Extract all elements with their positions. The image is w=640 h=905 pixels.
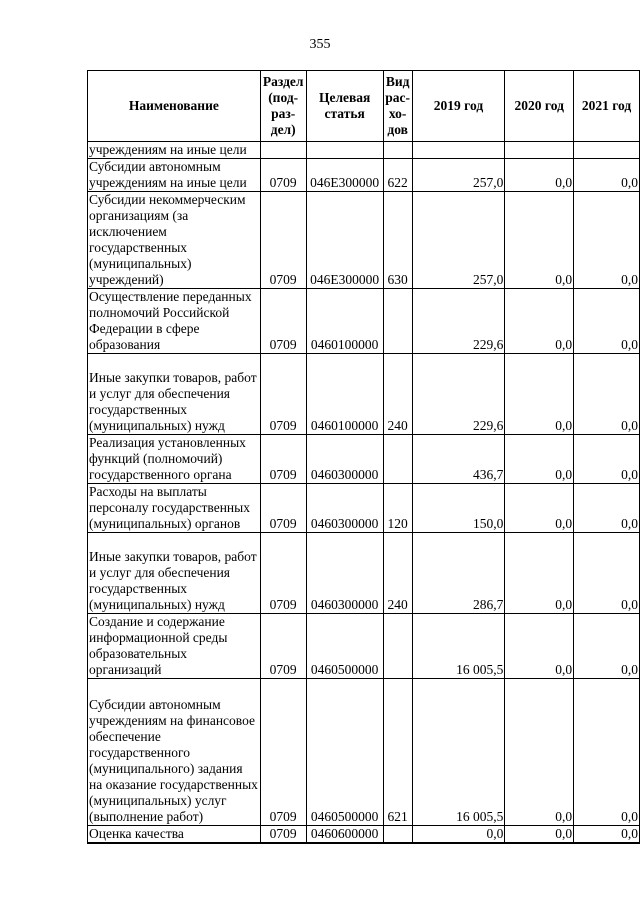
row-2020: 0,0 xyxy=(505,192,574,289)
row-2021: 0,0 xyxy=(574,679,640,826)
row-2020: 0,0 xyxy=(505,533,574,614)
row-article: 046Е300000 xyxy=(306,192,383,289)
table-row xyxy=(88,142,640,159)
row-2020: 0,0 xyxy=(505,289,574,354)
row-2019: 436,7 xyxy=(412,435,505,484)
row-name: Осуществление переданных полномочий Российской Федерации в сфере образования xyxy=(88,289,261,354)
row-2020 xyxy=(505,142,574,159)
row-2019: 16 005,5 xyxy=(412,679,505,826)
row-section: 0709 xyxy=(260,159,306,192)
row-article: 046Е300000 xyxy=(306,159,383,192)
row-expense-type xyxy=(383,142,412,159)
row-section xyxy=(260,142,306,159)
row-name: Субсидии автономным учреждениям на финансовое обеспечение государственного (муниципального) задания на оказание государственных (муниципальных) услуг (выполнение работ) xyxy=(88,679,261,826)
row-2020: 0,0 xyxy=(505,159,574,192)
row-section: 0709 xyxy=(260,354,306,435)
header-2019: 2019 год xyxy=(412,71,505,142)
row-expense-type: 630 xyxy=(383,192,412,289)
row-article: 0460600000 xyxy=(306,826,383,844)
table-row xyxy=(88,826,640,844)
header-expense-line: рас- xyxy=(385,90,410,105)
row-name: Иные закупки товаров, работ и услуг для обеспечения государственных (муниципальных) нужд xyxy=(88,354,261,435)
row-article: 0460500000 xyxy=(306,679,383,826)
table-row xyxy=(88,435,640,484)
row-expense-type xyxy=(383,826,412,844)
row-name: Оценка качества xyxy=(88,826,261,844)
table-row xyxy=(88,354,640,435)
row-section: 0709 xyxy=(260,484,306,533)
row-2021: 0,0 xyxy=(574,614,640,679)
table-row xyxy=(88,192,640,289)
row-section: 0709 xyxy=(260,826,306,844)
table-row xyxy=(88,484,640,533)
table-header xyxy=(88,71,640,142)
row-2019: 150,0 xyxy=(412,484,505,533)
header-article xyxy=(306,71,383,142)
row-expense-type: 621 xyxy=(383,679,412,826)
row-2019 xyxy=(412,142,505,159)
row-2021: 0,0 xyxy=(574,354,640,435)
row-section: 0709 xyxy=(260,614,306,679)
table-row xyxy=(88,159,640,192)
row-article: 0460300000 xyxy=(306,484,383,533)
header-section xyxy=(260,71,306,142)
row-article: 0460500000 xyxy=(306,614,383,679)
row-name: Иные закупки товаров, работ и услуг для обеспечения государственных (муниципальных) нужд xyxy=(88,533,261,614)
row-name: Расходы на выплаты персоналу государственных (муниципальных) органов xyxy=(88,484,261,533)
header-article-line: статья xyxy=(324,106,365,121)
header-name: Наименование xyxy=(88,71,261,142)
header-section-line: (под- xyxy=(268,90,299,105)
table-row xyxy=(88,533,640,614)
row-2021 xyxy=(574,142,640,159)
row-expense-type: 240 xyxy=(383,533,412,614)
row-section: 0709 xyxy=(260,533,306,614)
header-section-line: Раздел xyxy=(262,74,304,89)
row-2019: 229,6 xyxy=(412,289,505,354)
page-number: 355 xyxy=(309,37,331,52)
table-row xyxy=(88,679,640,826)
row-section: 0709 xyxy=(260,435,306,484)
row-article: 0460100000 xyxy=(306,354,383,435)
row-2019: 0,0 xyxy=(412,826,505,844)
row-2021: 0,0 xyxy=(574,289,640,354)
row-2021: 0,0 xyxy=(574,484,640,533)
row-2020: 0,0 xyxy=(505,679,574,826)
row-section: 0709 xyxy=(260,192,306,289)
header-section-line: дел) xyxy=(270,122,296,137)
row-expense-type xyxy=(383,289,412,354)
row-2021: 0,0 xyxy=(574,826,640,844)
header-expense-line: Вид xyxy=(385,74,410,89)
row-2019: 229,6 xyxy=(412,354,505,435)
row-2021: 0,0 xyxy=(574,533,640,614)
row-name: Субсидии автономным учреждениям на иные цели xyxy=(88,159,261,192)
row-expense-type: 622 xyxy=(383,159,412,192)
row-2021: 0,0 xyxy=(574,192,640,289)
row-article: 0460300000 xyxy=(306,435,383,484)
row-2021: 0,0 xyxy=(574,435,640,484)
row-section: 0709 xyxy=(260,289,306,354)
row-article xyxy=(306,142,383,159)
row-expense-type: 240 xyxy=(383,354,412,435)
header-expense-type xyxy=(383,71,412,142)
header-expense-line: хо- xyxy=(388,106,407,121)
row-article: 0460300000 xyxy=(306,533,383,614)
header-section-line: раз- xyxy=(271,106,296,121)
row-expense-type xyxy=(383,435,412,484)
header-2021: 2021 год xyxy=(574,71,640,142)
header-article-line: Целевая xyxy=(318,90,371,105)
row-2020: 0,0 xyxy=(505,484,574,533)
row-2019: 16 005,5 xyxy=(412,614,505,679)
row-expense-type: 120 xyxy=(383,484,412,533)
row-expense-type xyxy=(383,614,412,679)
budget-table xyxy=(87,70,640,844)
row-2019: 286,7 xyxy=(412,533,505,614)
row-2020: 0,0 xyxy=(505,614,574,679)
row-name: Субсидии некоммерческим организациям (за исключением государственных (муниципальных) учреждений) xyxy=(88,192,261,289)
row-2020: 0,0 xyxy=(505,354,574,435)
row-name: учреждениям на иные цели xyxy=(88,142,261,159)
header-2020: 2020 год xyxy=(505,71,574,142)
row-2020: 0,0 xyxy=(505,826,574,844)
table-row xyxy=(88,614,640,679)
row-article: 0460100000 xyxy=(306,289,383,354)
row-section: 0709 xyxy=(260,679,306,826)
row-2020: 0,0 xyxy=(505,435,574,484)
header-expense-line: дов xyxy=(387,122,408,137)
table-body xyxy=(88,142,640,844)
row-name: Реализация установленных функций (полномочий) государственного органа xyxy=(88,435,261,484)
row-2019: 257,0 xyxy=(412,159,505,192)
table-row xyxy=(88,289,640,354)
row-2021: 0,0 xyxy=(574,159,640,192)
row-name: Создание и содержание информационной среды образовательных организаций xyxy=(88,614,261,679)
row-2019: 257,0 xyxy=(412,192,505,289)
